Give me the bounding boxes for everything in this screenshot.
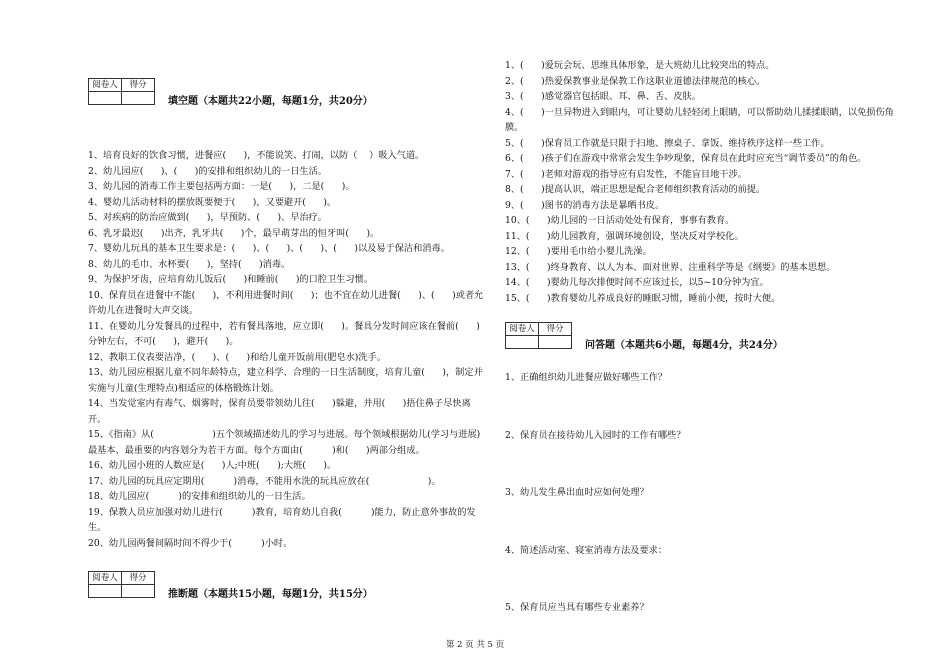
score-box bbox=[88, 571, 155, 598]
grader-cell[interactable] bbox=[506, 336, 539, 349]
qa-question-list bbox=[505, 370, 895, 616]
fill-question: 18、幼儿园应( )的安排和组织幼儿的一日生活。 bbox=[88, 491, 311, 502]
grader-cell[interactable] bbox=[89, 585, 122, 598]
grader-label: 阅卷人 bbox=[89, 79, 122, 92]
left-column bbox=[88, 78, 488, 605]
fill-question-list bbox=[88, 148, 488, 551]
fill-question: 9、为保护牙齿，应培育幼儿饭后( )和睡前( )的口腔卫生习惯。 bbox=[88, 274, 373, 285]
judge-question: 14、( )婴幼儿每次排便时间不应该过长，以5~10分钟为宜。 bbox=[505, 277, 769, 288]
judge-question: 3、( )感觉器官包括眼、耳、鼻、舌、皮肤。 bbox=[505, 91, 701, 102]
score-cell[interactable] bbox=[122, 585, 155, 598]
qa-question: 4、简述活动室、寝室消毒方法及要求： bbox=[505, 544, 668, 556]
fill-question: 12、教职工仪表要洁净，( )、( )和给儿童开饭前用(肥皂水)洗手。 bbox=[88, 351, 386, 363]
score-cell[interactable] bbox=[539, 336, 572, 349]
qa-section-header bbox=[505, 322, 895, 356]
score-box bbox=[505, 322, 572, 349]
fill-question: 10、保育员在进餐中不能( )，不利用进餐时间( )；也不宜在幼儿进餐( )、( )或者允许幼儿在进餐时大声交谈。 bbox=[88, 289, 484, 316]
judge-section-title: 推断题（本题共15小题，每题1分，共15分） bbox=[168, 589, 373, 600]
judge-section-header bbox=[88, 571, 488, 605]
judge-question: 5、( )保育员工作就是只限于扫地、擦桌子、拿饭、维持秩序这样一些工作。 bbox=[505, 137, 830, 149]
score-label: 得分 bbox=[122, 79, 155, 92]
fill-question: 15、《指南》从( )五个领域描述幼儿的学习与进展。每个领域根据幼儿(学习与进展)最基本、最重要的内容划分为若干方面。每个方面由( )和( )两部分组成。 bbox=[88, 429, 481, 456]
page-footer: 第 2 页 共 5 页 bbox=[445, 640, 505, 650]
fill-question: 1、培育良好的饮食习惯，进餐应( )，不能说笑、打闹，以防（ ）吸入气道。 bbox=[88, 150, 425, 161]
qa-question: 5、保育员应当具有哪些专业素养？ bbox=[505, 602, 649, 613]
fill-question: 3、幼儿园的消毒工作主要包括两方面：一是( )，二是( )。 bbox=[88, 181, 355, 192]
judge-question: 9、( )图书的消毒方法是暴晒书皮。 bbox=[505, 199, 665, 211]
qa-question: 1、正确组织幼儿进餐应做好哪些工作？ bbox=[505, 372, 668, 383]
fill-section-header bbox=[88, 78, 488, 112]
fill-question: 16、幼儿园小班的人数应是( )人;中班( );大班( )。 bbox=[88, 460, 337, 471]
judge-question: 13、( )终身教育、以人为本、面对世界、注重科学等是《纲要》的基本思想。 bbox=[505, 261, 836, 273]
fill-question: 8、幼儿的毛巾、水杯要( )，坚持( )消毒。 bbox=[88, 258, 291, 270]
fill-question: 5、对疾病的防治应做到( )，早预防、( )、早治疗。 bbox=[88, 212, 327, 223]
qa-section-title: 问答题（本题共6小题，每题4分，共24分） bbox=[585, 340, 783, 351]
fill-question: 19、保教人员应加强对幼儿进行( )教育，培育幼儿自我( )能力，防止意外事故的发生。 bbox=[88, 506, 476, 533]
fill-question: 2、幼儿园应( )、( )的安排和组织幼儿的一日生活。 bbox=[88, 165, 327, 177]
right-column bbox=[505, 58, 895, 658]
judge-question: 11、( )幼儿园教育，强调环境创设，坚决反对学校化。 bbox=[505, 230, 744, 242]
score-label: 得分 bbox=[539, 323, 572, 336]
judge-question: 15、( )教育婴幼儿养成良好的睡眠习惯，睡前小便，按时大便。 bbox=[505, 292, 781, 304]
fill-question: 20、幼儿园两餐间隔时间不得少于( )小时。 bbox=[88, 537, 293, 549]
qa-question: 2、保育员在接待幼儿入园时的工作有哪些？ bbox=[505, 429, 686, 441]
judge-question: 1、( )爱玩会玩、思维具体形象，是大班幼儿比较突出的特点。 bbox=[505, 60, 775, 71]
judge-question: 10、( )幼儿园的一日活动处处有保育，事事有教育。 bbox=[505, 215, 735, 226]
grader-label: 阅卷人 bbox=[506, 323, 539, 336]
judge-question-list bbox=[505, 58, 895, 306]
fill-question: 11、在婴幼儿分发餐具的过程中，若有餐具落地，应立即( )。餐具分发时间应该在餐前( )分钟左右，不可( )，避开( )。 bbox=[88, 320, 480, 347]
grader-cell[interactable] bbox=[89, 92, 122, 105]
fill-question: 7、婴幼儿玩具的基本卫生要求是：( )、( )、( )、( )以及易于保洁和消毒。 bbox=[88, 243, 450, 254]
judge-question: 12、( )要用毛巾给小婴儿洗澡。 bbox=[505, 246, 652, 257]
judge-question: 2、( )热爱保教事业是保教工作这职业道德法律规范的核心。 bbox=[505, 75, 766, 87]
score-box bbox=[88, 78, 155, 105]
score-cell[interactable] bbox=[122, 92, 155, 105]
fill-section-title: 填空题（本题共22小题，每题1分，共20分） bbox=[168, 96, 373, 107]
fill-question: 14、当发觉室内有毒气、烟雾时，保育员要带领幼儿往( )躲避，并用( )捂住鼻子尽快离开。 bbox=[88, 398, 471, 425]
judge-question: 8、( )提高认识，端正思想是配合老师组织教育活动的前提。 bbox=[505, 184, 766, 195]
grader-label: 阅卷人 bbox=[89, 572, 122, 585]
judge-question: 4、( )一旦异物进入到眼内，可让婴幼儿轻轻闭上眼睛，可以帮助幼儿揉揉眼睛，以免损伤角膜。 bbox=[505, 106, 894, 133]
qa-question: 3、幼儿发生鼻出血时应如何处理？ bbox=[505, 487, 649, 498]
judge-question: 6、( )孩子们在游戏中常常会发生争吵现象，保育员在此时应充当“调节委员”的角色。 bbox=[505, 153, 867, 164]
fill-question: 17、幼儿园的玩具应定期用( )消毒，不能用水洗的玩具应放在( )。 bbox=[88, 475, 441, 487]
fill-question: 6、乳牙最迟( )出齐，乳牙共( )个，最早萌芽出的恒牙叫( )。 bbox=[88, 227, 380, 239]
fill-question: 13、幼儿园应根据儿童不同年龄特点，建立科学、合理的一日生活制度，培育儿童( )，制定并实施与儿童(生理特点)相适应的体格锻炼计划。 bbox=[88, 367, 483, 394]
score-label: 得分 bbox=[122, 572, 155, 585]
fill-question: 4、婴幼儿活动材料的摆放既要便于( )，又要避开( )。 bbox=[88, 196, 337, 208]
judge-question: 7、( )老师对游戏的指导应有启发性，不能盲目地干涉。 bbox=[505, 168, 747, 180]
